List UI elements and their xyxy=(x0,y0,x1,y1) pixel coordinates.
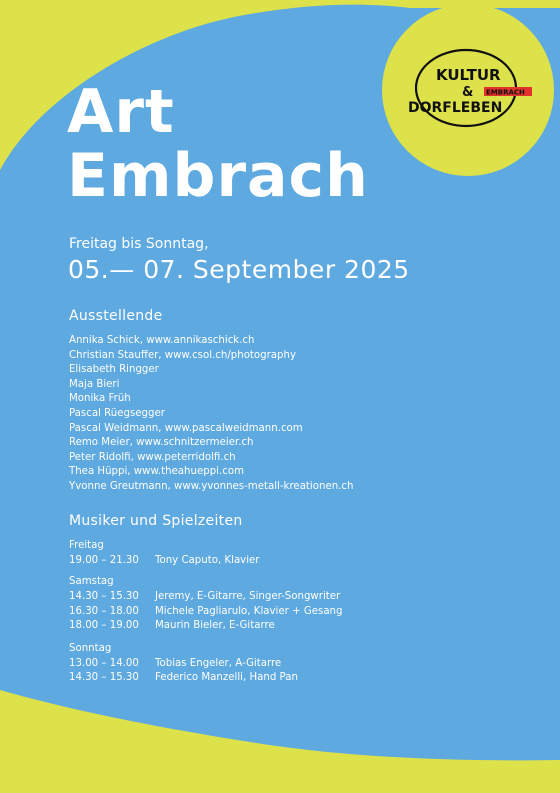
exhibitor-list xyxy=(69,334,353,495)
date-range: 05.— 07. September 2025 xyxy=(68,255,410,284)
list-item: Pascal Rüegsegger xyxy=(69,407,165,419)
day-label: Samstag xyxy=(69,576,114,587)
slot-performer: Jeremy, E-Gitarre, Singer-Songwriter xyxy=(155,591,341,602)
slot-time: 14.30 – 15.30 xyxy=(69,591,139,602)
list-item: Remo Meier, www.schnitzermeier.ch xyxy=(69,437,254,449)
slot-performer: Tobias Engeler, A-Gitarre xyxy=(155,658,282,669)
slot-time: 13.00 – 14.00 xyxy=(69,658,139,669)
slot-time: 14.30 – 15.30 xyxy=(69,672,139,683)
logo-tag: EMBRACH xyxy=(486,88,525,97)
title-line1: Art xyxy=(67,77,175,147)
list-item: Christian Stauffer, www.csol.ch/photography xyxy=(69,349,297,361)
list-item: Annika Schick, www.annikaschick.ch xyxy=(69,335,255,346)
slot-performer: Maurin Bieler, E-Gitarre xyxy=(155,620,275,631)
music-heading: Musiker und Spielzeiten xyxy=(69,513,243,529)
slot-time: 18.00 – 19.00 xyxy=(69,620,139,631)
logo-line1: KULTUR xyxy=(436,66,501,84)
list-item: Yvonne Greutmann, www.yvonnes-metall-kreationen.ch xyxy=(69,480,354,492)
slot-time: 16.30 – 18.00 xyxy=(69,606,139,617)
slot-time: 19.00 – 21.30 xyxy=(69,555,139,566)
title-line2: Embrach xyxy=(67,141,369,211)
slot-performer: Tony Caputo, Klavier xyxy=(155,555,260,566)
logo-line2: DORFLEBEN xyxy=(408,100,503,116)
list-item: Monika Früh xyxy=(69,393,131,405)
logo-ampersand: & xyxy=(462,85,474,100)
list-item: Thea Hüppi, www.theahueppi.com xyxy=(69,466,244,478)
day-label: Sonntag xyxy=(69,643,112,654)
kultur-dorfleben-logo xyxy=(400,48,540,128)
days-text: Freitag bis Sonntag, xyxy=(69,236,209,252)
list-item: Maja Bieri xyxy=(69,378,120,390)
exhibitors-heading: Ausstellende xyxy=(69,308,163,324)
slot-performer: Michele Pagliarulo, Klavier + Gesang xyxy=(155,606,343,617)
list-item: Pascal Weidmann, www.pascalweidmann.com xyxy=(69,422,303,434)
list-item: Elisabeth Ringger xyxy=(69,364,159,376)
list-item: Peter Ridolfi, www.peterridolfi.ch xyxy=(69,451,236,463)
day-label: Freitag xyxy=(69,540,104,551)
slot-performer: Federico Manzelli, Hand Pan xyxy=(155,672,298,683)
